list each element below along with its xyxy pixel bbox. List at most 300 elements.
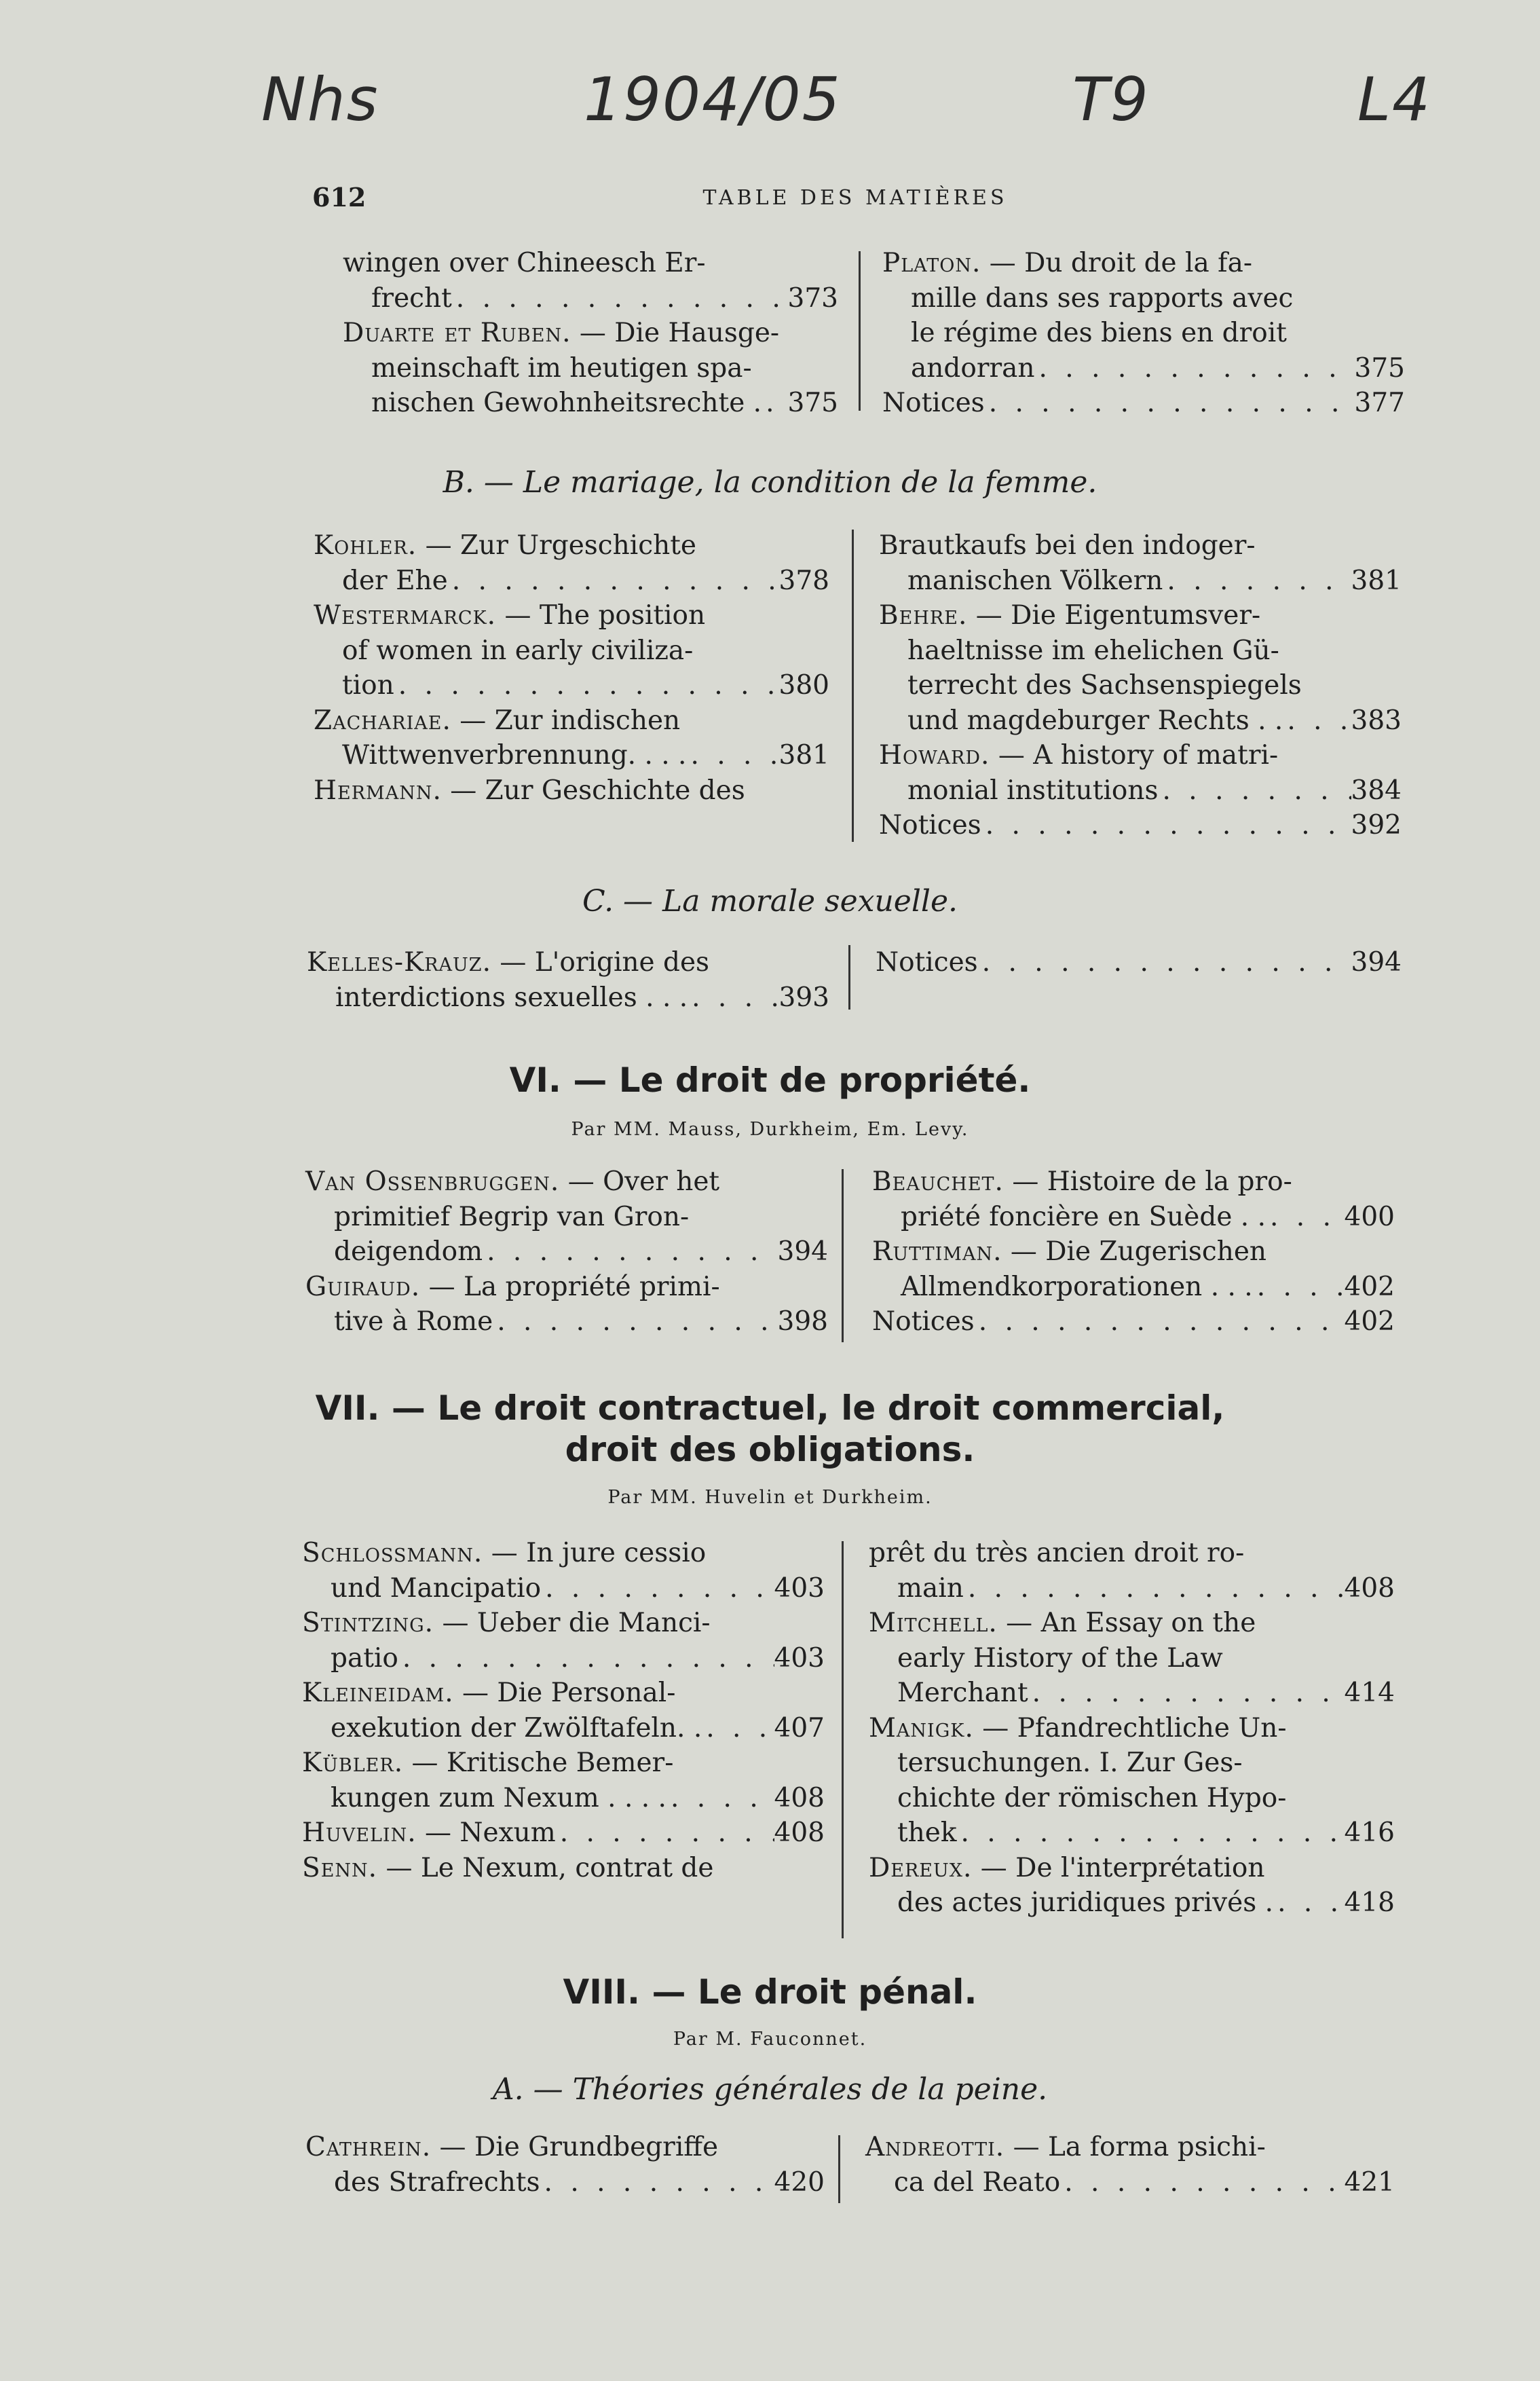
toc-entry-text [305,1166,719,1197]
toc-entry-text [305,1272,720,1302]
toc-entry-line [882,246,1405,281]
toc-entry [305,1270,828,1340]
toc-entry-text [882,386,985,421]
page-number: 612 [312,182,367,213]
entries-left-column [314,528,829,808]
page-ref: 375 [1354,352,1405,384]
dot-leader [541,1571,774,1606]
entry-title-text: tive à Rome [334,1306,493,1337]
handwritten-note-3: T9 [1072,64,1150,134]
entries-right-column [882,246,1405,421]
toc-entry-line [305,1234,828,1270]
author-name: Westermarck. [314,600,497,631]
dot-leader [1060,2165,1344,2200]
toc-entry-text [907,635,1279,666]
entry-title-text: of women in early civiliza- [342,635,694,666]
toc-entry [882,246,1405,386]
entry-title-text: — An Essay on the [997,1608,1256,1638]
toc-entry-line [305,1304,828,1340]
entries-left-column [305,2130,825,2200]
toc-entry-text [872,1304,975,1340]
author-name: Zachariae. [314,705,451,736]
toc-entry [302,1676,825,1746]
entry-title-text: prêt du très ancien droit ro- [869,1538,1245,1568]
page-ref: 392 [1351,810,1402,841]
toc-entry-text [879,808,981,843]
entry-title-text: — L'origine des [491,947,710,978]
toc-entry-line [302,1815,825,1851]
toc-entry-text [911,351,1034,386]
dot-leader [686,738,778,773]
entry-title-text: — Du droit de la fa- [981,248,1252,278]
toc-entry-text [894,2165,1060,2200]
toc-entry-text [882,248,1252,278]
toc-entry [869,1711,1395,1851]
dot-leader [452,281,788,316]
toc-entry-text [302,1538,706,1568]
toc-entry-line [865,2130,1395,2165]
dot-leader [1266,1200,1345,1235]
toc-entry-text [901,1270,1253,1305]
entry-title-text: — La propriété primi- [420,1271,720,1302]
handwritten-note-1: Nhs [261,64,379,134]
entry-title-text: le régime des biens en droit [911,318,1287,348]
toc-entry-text [302,1608,711,1638]
page-ref: 407 [774,1712,825,1743]
toc-entry-text [872,1166,1292,1197]
toc-entry-line [343,351,838,386]
column-divider [838,2135,840,2203]
entry-title-text: main [897,1572,964,1604]
toc-entry-line [343,281,838,316]
dot-leader [666,1781,774,1816]
toc-entry [314,528,829,598]
toc-entry [305,1164,828,1270]
entry-title-text: ca del Reato [894,2166,1061,2198]
toc-entry-text [901,1200,1266,1235]
dot-leader [1028,1676,1345,1711]
toc-entry-text [342,668,394,703]
dot-leader [1273,1885,1344,1921]
toc-entry [872,1234,1395,1304]
toc-entry-line [869,1711,1395,1746]
entry-title-text: — Die Zugerischen [1002,1236,1267,1267]
section-vii-authors: Par MM. Huvelin et Durkheim. [607,1487,933,1508]
entry-title-text: — Zur indischen [451,705,681,736]
entry-title-text: mille dans ses rapports avec [911,282,1294,314]
toc-entry-line [307,945,829,980]
toc-entry [302,1606,825,1676]
entries-left-column [305,1164,828,1340]
dot-leader [981,808,1351,843]
toc-entry-text [897,1748,1243,1778]
handwritten-note-4: L4 [1357,64,1432,134]
dot-leader [1034,351,1354,386]
dot-leader [398,1641,774,1676]
toc-entry-text [865,2132,1266,2162]
entry-title-text: monial institutions [907,775,1159,806]
toc-entry-line [882,351,1405,386]
toc-entry-text [334,1234,483,1270]
toc-entry-line [314,564,829,599]
entries-left-column [302,1536,825,1885]
toc-entry-line [314,773,829,809]
page-ref: 414 [1344,1678,1395,1708]
page-ref: 383 [1351,705,1402,736]
toc-entry-line [879,808,1402,843]
entry-title-text: Allmendkorporationen . . . [901,1271,1253,1302]
toc-entry-line [314,738,829,773]
toc-entry-text [907,564,1163,599]
toc-entry-line [879,633,1402,669]
section-vii-heading-line1: VII. — Le droit contractuel, le droit commercial, [315,1388,1225,1428]
toc-entry-line [343,246,838,281]
dot-leader [448,564,779,599]
entries-right-column [879,528,1402,843]
entry-title-text: — Le Nexum, contrat de [377,1852,714,1883]
toc-entry-line [876,945,1402,980]
section-vi-heading: VI. — Le droit de propriété. [509,1060,1031,1100]
toc-entry-text [314,775,745,806]
toc-entry-text [302,1678,675,1708]
page-ref: 381 [1351,565,1402,596]
toc-entry-text [331,1571,541,1606]
dot-leader [1253,1270,1345,1305]
page-ref: 394 [777,1236,828,1267]
toc-entry [879,528,1402,598]
entry-title-text: nischen Gewohnheitsrechte . [371,388,762,418]
toc-entry-line [879,564,1402,599]
dot-leader [975,1304,1345,1340]
entry-title-text: — La forma psichi- [1004,2132,1266,2162]
toc-entry-text [342,738,686,773]
entry-title-text: — Kritische Bemer- [403,1748,674,1778]
entries-left-column [343,246,838,421]
running-title: TABLE DES MATIÈRES [702,186,1008,210]
toc-entry-text [371,353,752,384]
page-ref: 400 [1344,1201,1395,1232]
author-name: Duarte et Ruben. [343,318,571,348]
column-divider [842,1169,844,1342]
dot-leader [1283,703,1351,739]
toc-entry-line [879,773,1402,809]
dot-leader [688,980,778,1016]
toc-entry-line [302,1781,825,1816]
toc-entry-line [314,528,829,564]
entry-title-text: — A history of matri- [990,740,1279,771]
page-ref: 384 [1351,775,1402,806]
toc-entry-line [869,1641,1395,1676]
toc-entry-line [307,980,829,1016]
toc-entry-text [371,281,452,316]
author-name: Andreotti. [865,2132,1005,2162]
toc-entry-line [305,1200,828,1235]
page-ref: 380 [778,670,829,701]
toc-entry-text [342,635,693,666]
toc-entry-text [343,248,706,278]
toc-entry-text [869,1713,1287,1743]
toc-entry-line [879,528,1402,564]
entry-title-text: kungen zum Nexum . . . . [331,1782,666,1813]
author-name: Kohler. [314,530,417,561]
toc-entry [314,598,829,703]
entries-right-column [869,1536,1395,1921]
page-ref: 394 [1351,947,1402,978]
author-name: Howard. [879,740,990,771]
toc-entry-text [907,670,1302,701]
author-name: Platon. [882,248,981,278]
section-vii-heading-line2: droit des obligations. [565,1430,975,1469]
toc-entry-line [343,316,838,351]
toc-entry-text [331,1711,702,1746]
toc-entry [879,738,1402,808]
toc-entry-text [305,2132,718,2162]
toc-entry-text [897,1783,1286,1813]
entry-title-text: — Histoire de la pro- [1003,1166,1292,1197]
author-name: Dereux. [869,1852,973,1883]
dot-leader [957,1815,1345,1851]
author-name: Behre. [879,600,968,631]
toc-entry-text [897,1643,1223,1674]
entry-title-text: frecht [371,282,452,314]
toc-entry-line [305,2130,825,2165]
toc-entry-line [302,1676,825,1711]
toc-entry [302,1536,825,1606]
toc-entry-line [869,1746,1395,1781]
entry-title-text: exekution der Zwölftafeln. . [331,1712,702,1743]
page-ref: 398 [777,1306,828,1337]
author-name: Mitchell. [869,1608,998,1638]
toc-entry-text [911,283,1293,314]
dot-leader [978,945,1351,980]
page-ref: 403 [774,1642,825,1674]
toc-entry-text [343,318,779,348]
entry-title-text: und Mancipatio [331,1572,542,1604]
handwritten-note-2: 1904/05 [584,64,842,134]
toc-entry-text [872,1236,1266,1267]
toc-entry-line [865,2165,1395,2200]
toc-entry [876,945,1402,980]
toc-entry [872,1164,1395,1234]
toc-entry-text [869,1853,1264,1883]
dot-leader [1158,773,1351,809]
column-divider [848,945,850,1010]
toc-entry-line [305,1164,828,1200]
toc-entry [302,1746,825,1815]
entry-title-text: — Zur Urgeschichte [417,530,696,561]
entry-title-text: Merchant [897,1678,1028,1708]
entry-title-text: early History of the Law [897,1642,1223,1674]
toc-entry-line [872,1234,1395,1270]
section-c-heading: C. — La morale sexuelle. [582,884,958,919]
toc-entry-line [872,1200,1395,1235]
toc-entry-text [879,740,1278,771]
toc-entry-line [869,1851,1395,1886]
dot-leader [493,1304,777,1340]
toc-entry [865,2130,1395,2200]
author-name: Kelles-Krauz. [307,947,491,978]
entry-title-text: tion [342,670,394,701]
entry-title-text: — Die Eigentumsver- [967,600,1261,631]
page-header [312,182,1398,223]
toc-entry-line [314,703,829,739]
column-divider [842,1541,844,1938]
toc-entry-text [897,1885,1273,1921]
toc-entry-line [879,668,1402,703]
toc-entry-line [302,1606,825,1641]
author-name: Stintzing. [302,1608,434,1638]
toc-entry-text [869,1608,1256,1638]
entries-right-column [865,2130,1395,2200]
toc-entry-text [907,703,1283,739]
toc-entry-line [314,668,829,703]
entry-title-text: — Die Grundbegriffe [431,2132,719,2162]
toc-entry-line [882,281,1405,316]
toc-entry-line [869,1676,1395,1711]
entry-title-text: — Nexum [416,1817,556,1848]
toc-entry-line [314,633,829,669]
dot-leader [702,1711,774,1746]
toc-entry-text [897,1815,957,1851]
entry-title-text: andorran [911,352,1035,384]
toc-entry-text [876,945,978,980]
entries-left-column [307,945,829,1015]
author-name: Cathrein. [305,2132,432,2162]
entry-title-text: Wittwenverbrennung. . . . [342,740,687,771]
toc-entry [879,808,1402,843]
toc-entry-line [302,1641,825,1676]
entry-title-text: des actes juridiques privés . [897,1887,1274,1918]
entry-title-text: Notices [879,810,981,841]
author-name: Van Ossenbruggen. [305,1166,560,1197]
toc-entry [343,316,838,421]
toc-entry-line [302,1746,825,1781]
column-divider [859,251,861,411]
toc-entry-line [879,598,1402,633]
entry-title-text: primitief Begrip van Gron- [334,1201,690,1232]
toc-entry-text [342,564,448,599]
section-viii-a-heading: A. — Théories générales de la peine. [492,2072,1048,2107]
dot-leader [985,386,1355,421]
dot-leader [394,668,779,703]
entry-title-text: Notices [872,1306,975,1337]
page-ref: 402 [1344,1306,1395,1337]
page-ref: 418 [1344,1887,1395,1918]
entry-title-text: priété foncière en Suède . . [901,1201,1266,1232]
entries-right-column [876,945,1402,980]
dot-leader [483,1234,777,1270]
page-ref: 373 [787,282,838,314]
toc-entry [343,246,838,316]
toc-entry [869,1606,1395,1711]
toc-entry-text [911,318,1287,348]
dot-leader [540,2165,774,2200]
toc-entry [879,598,1402,738]
author-name: Senn. [302,1852,378,1883]
entry-title-text: terrecht des Sachsenspiegels [907,670,1302,701]
toc-entry-text [907,773,1158,809]
toc-entry-text [314,530,696,561]
toc-entry-line [302,1571,825,1606]
entry-title-text: chichte der römischen Hypo- [897,1782,1287,1813]
dot-leader [1163,564,1351,599]
entry-title-text: deigendom [334,1236,483,1267]
author-name: Huvelin. [302,1817,417,1848]
entry-title-text: patio [331,1642,398,1674]
toc-entry-text [331,1641,398,1676]
toc-entry [307,945,829,1015]
toc-entry-text [897,1571,964,1606]
toc-entry-text [879,530,1256,561]
entry-title-text: thek [897,1817,957,1848]
entry-title-text: Notices [876,947,978,978]
toc-entry-line [879,738,1402,773]
page-ref: 408 [1344,1572,1395,1604]
page-ref: 421 [1344,2166,1395,2198]
entry-title-text: — Die Hausge- [571,318,780,348]
page-ref: 381 [778,740,829,771]
page-ref: 377 [1354,388,1405,418]
author-name: Hermann. [314,775,442,806]
page-ref: 378 [778,565,829,596]
toc-entry [314,773,829,809]
entry-title-text: — Die Personal- [453,1678,676,1708]
toc-entry-text [879,600,1260,631]
toc-entry-line [869,1536,1395,1571]
dot-leader [556,1815,774,1851]
entry-title-text: — Pfandrechtliche Un- [973,1712,1287,1743]
entry-title-text: — Ueber die Manci- [434,1608,711,1638]
entry-title-text: der Ehe [342,565,448,596]
page-ref: 375 [787,388,838,418]
entry-title-text: — Over het [559,1166,720,1197]
toc-entry [882,386,1405,421]
toc-entry [872,1304,1395,1340]
entry-title-text: des Strafrechts [334,2166,540,2198]
toc-entry-line [302,1711,825,1746]
page-ref: 420 [774,2166,825,2198]
toc-entry-text [335,980,688,1016]
dot-leader [762,386,787,421]
toc-entry-text [331,1781,666,1816]
entry-title-text: — De l'interprétation [972,1852,1265,1883]
section-vi-authors: Par MM. Mauss, Durkheim, Em. Levy. [571,1119,969,1140]
toc-entry-line [869,1885,1395,1921]
entry-title-text: — Zur Geschichte des [441,775,745,806]
author-name: Kübler. [302,1748,404,1778]
entry-title-text: haeltnisse im ehelichen Gü- [907,635,1279,666]
entry-title-text: — The position [496,600,706,631]
toc-entry-line [305,2165,825,2200]
entry-title-text: interdictions sexuelles . . . [335,982,688,1013]
page-ref: 408 [774,1817,825,1848]
toc-entry-line [872,1164,1395,1200]
author-name: Kleineidam. [302,1678,454,1708]
toc-entry [314,703,829,773]
toc-entry-line [869,1781,1395,1816]
toc-entry-text [334,1202,689,1232]
toc-entry-text [314,600,705,631]
entry-title-text: meinschaft im heutigen spa- [371,352,752,384]
entry-title-text: und magdeburger Rechts . . [907,705,1283,736]
toc-entry-line [869,1606,1395,1641]
page-ref: 393 [778,982,829,1013]
toc-entry [869,1851,1395,1921]
dot-leader [964,1571,1345,1606]
toc-entry-line [302,1851,825,1886]
toc-entry-text [334,2165,540,2200]
toc-entry-text [897,1676,1028,1711]
